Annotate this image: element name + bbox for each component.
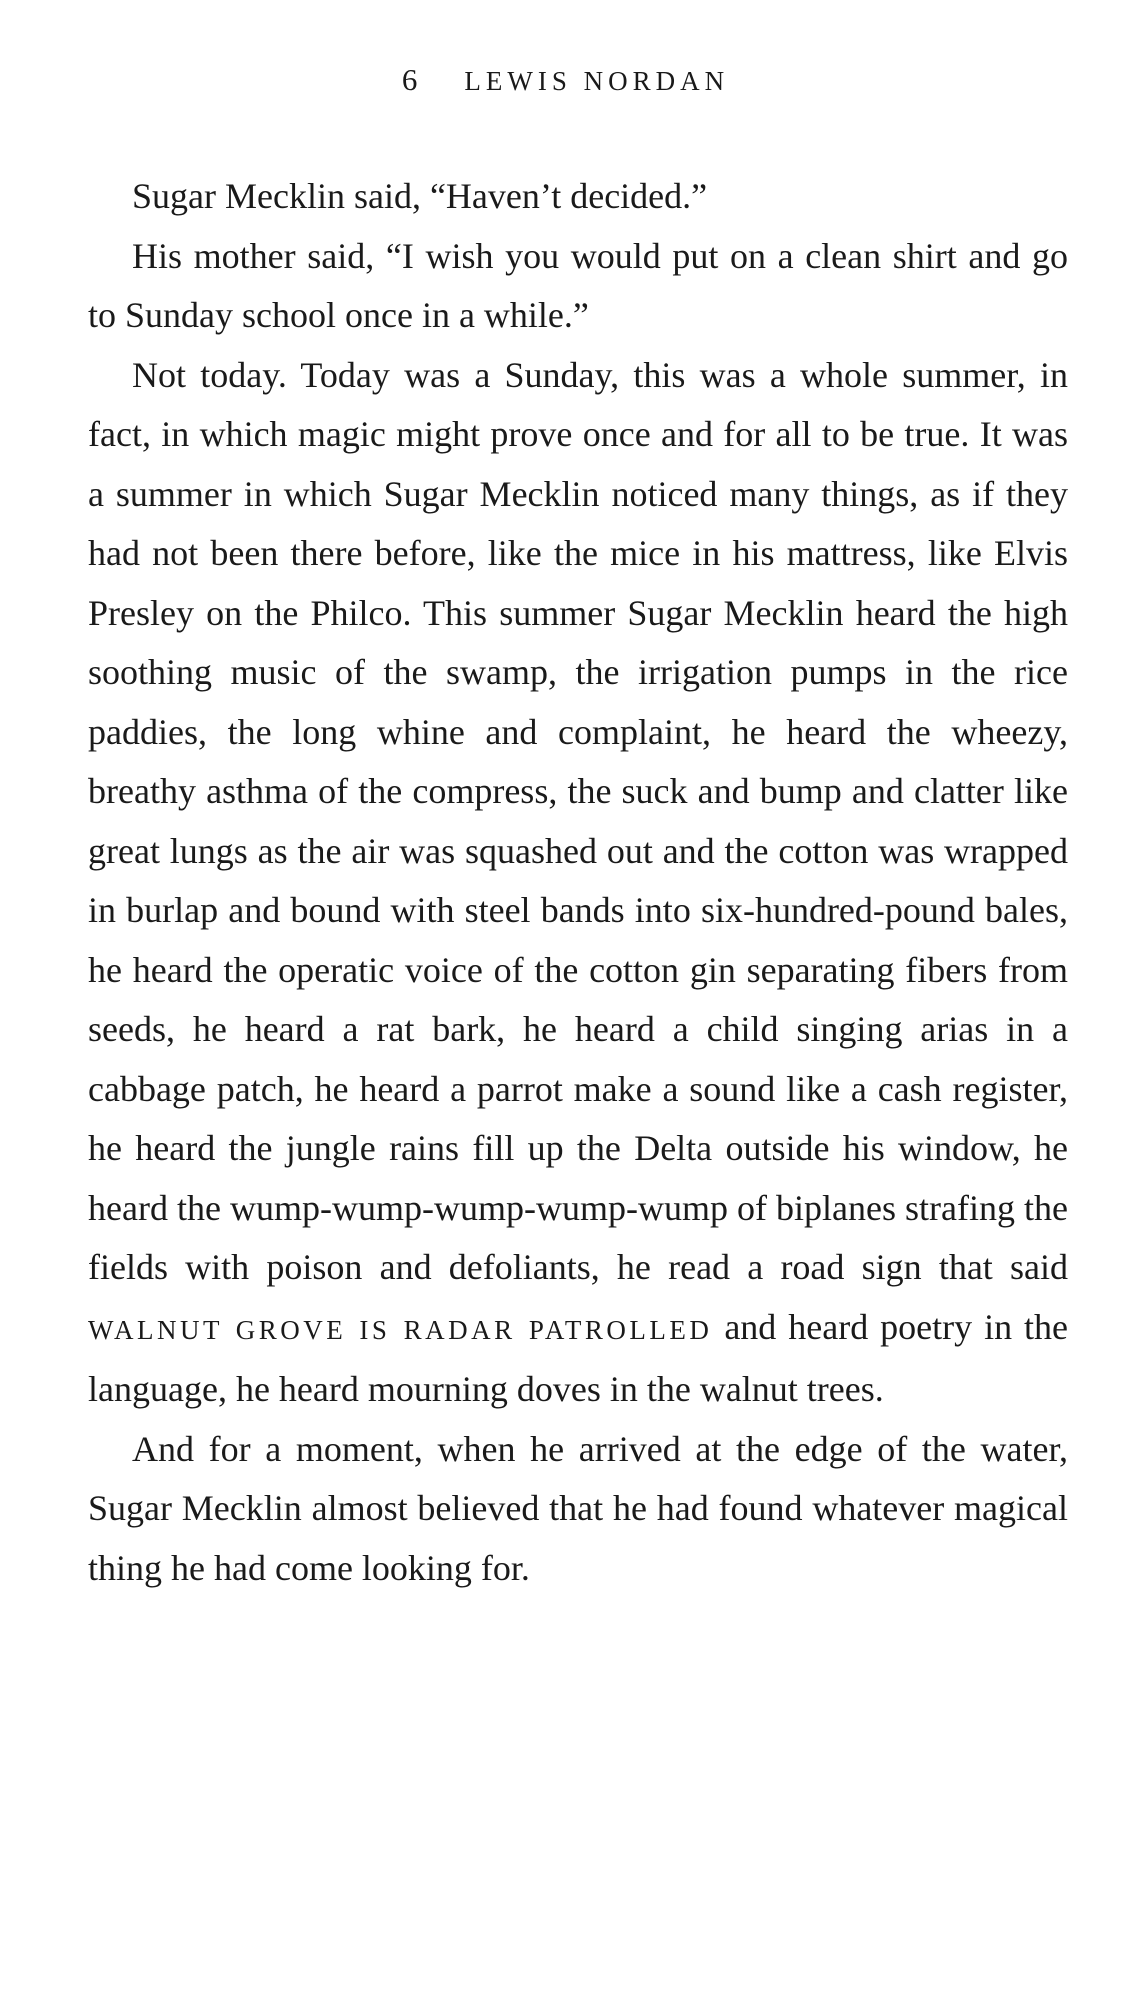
paragraph-text-continued: and heard poetry in the language, he heard mourning doves in the walnut trees. (88, 1306, 1069, 1409)
page-number: 6 (401, 62, 419, 97)
body-text (88, 167, 1068, 1598)
paragraph: His mother said, “I wish you would put on a clean shirt and go to Sunday school once in a while.” (88, 235, 1068, 335)
road-sign-text: WALNUT GROVE IS RADAR PATROLLED (88, 1314, 713, 1345)
running-head (0, 60, 1131, 101)
paragraph (88, 346, 1068, 1420)
paragraph: And for a moment, when he arrived at the edge of the water, Sugar Mecklin almost believed that he had found whatever magical thing he had come looking for. (88, 1428, 1068, 1588)
paragraph-text: Not today. Today was a Sunday, this was a whole summer, in fact, in which magic might prove once and for all to be true. It was a summer in which Sugar Mecklin noticed many things, as if they had not been there before, like the mice in his mattress, like Elvis Presley on the Philco. This summer Sugar Mecklin heard the high soothing music of the swamp, the irrigation pumps in the rice paddies, the long whine and complaint, he heard the wheezy, breathy asthma of the compress, the suck and bump and clatter like great lungs as the air was squashed out and the cotton was wrapped in burlap and bound with steel bands into six-hundred-pound bales, he heard the operatic voice of the cotton gin separating fibers from seeds, he heard a rat bark, he heard a child singing arias in a cabbage patch, he heard a parrot make a sound like a cash register, he heard the jungle rains fill up the Delta outside his window, he heard the wump-wump-wump-wump-wump of biplanes strafing the fields with poison and defoliants, he read a road sign that said (88, 354, 1068, 1287)
running-head-author: LEWIS NORDAN (464, 66, 730, 96)
paragraph: Sugar Mecklin said, “Haven’t decided.” (132, 176, 708, 216)
